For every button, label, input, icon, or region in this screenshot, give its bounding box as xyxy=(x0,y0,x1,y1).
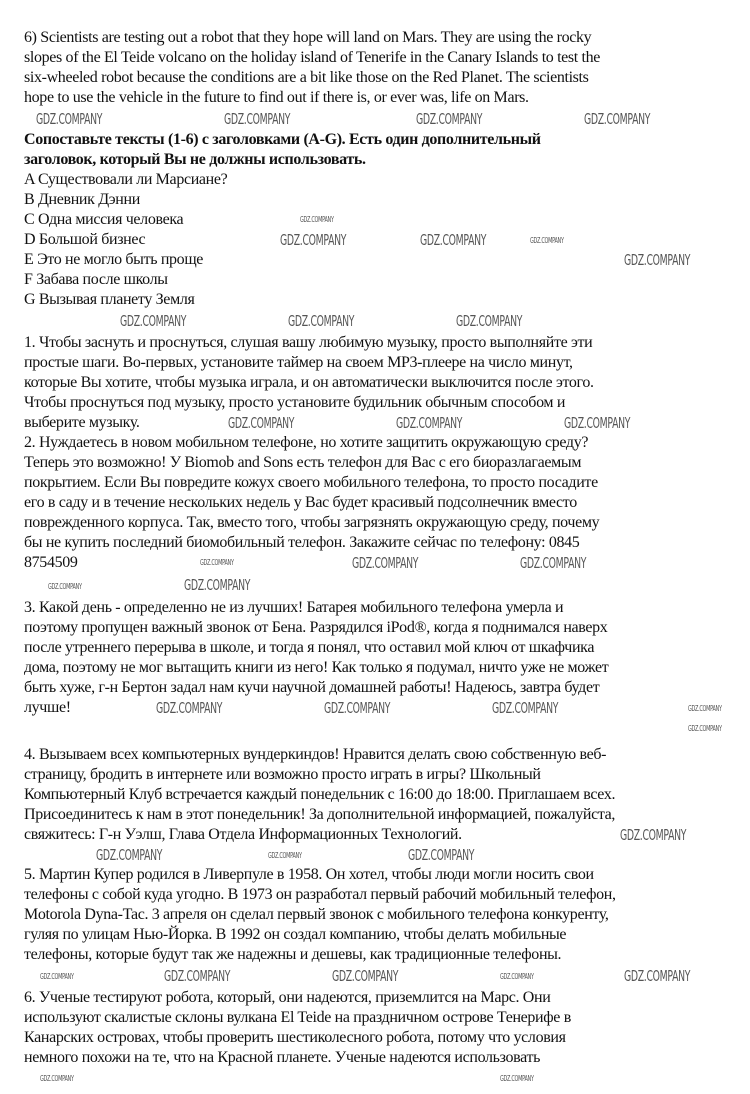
heading-option: E Это не могло быть проще xyxy=(24,251,204,268)
text-5 xyxy=(24,865,736,965)
watermark: GDZ.COMPANY xyxy=(416,110,483,128)
text-line: бы не купить последний биомобильный телефон. Закажите сейчас по телефону: 0845 xyxy=(24,534,580,551)
text-line: поврежденного корпуса. Так, вместо того, чтобы загрязнять окружающую среду, почему xyxy=(24,514,600,531)
text-line: hope to use the vehicle in the future to find out if there is, or ever was, life on Mars. xyxy=(24,89,529,106)
watermark: GDZ.COMPANY xyxy=(456,312,523,330)
text-2 xyxy=(24,433,736,573)
text-line: Motorola Dyna-Tac. 3 апреля он сделал первый звонок с мобильного телефона конкуренту, xyxy=(24,906,609,923)
watermark: GDZ.COMPANY xyxy=(164,967,231,985)
watermark: GDZ.COMPANY xyxy=(228,414,295,432)
task-instruction xyxy=(24,130,736,170)
heading-option: C Одна миссия человека xyxy=(24,211,184,228)
watermark: GDZ.COMPANY xyxy=(280,231,347,249)
watermark: GDZ.COMPANY xyxy=(324,699,391,717)
text-line: его в саду и в течение нескольких недель у Вас будет красивый подсолнечник вместо xyxy=(24,494,577,511)
english-paragraph xyxy=(24,28,736,108)
text-line: немного похожи на те, что на Красной планете. Ученые надеются использовать xyxy=(24,1049,541,1066)
watermark: GDZ.COMPANY xyxy=(420,231,487,249)
watermark: GDZ.COMPANY xyxy=(492,699,559,717)
text-line: телефоны, которые будут так же надежны и дешевы, как традиционные телефоны. xyxy=(24,946,562,963)
text-line: six-wheeled robot because the conditions are a bit like those on the Red Planet. The scientists xyxy=(24,69,589,86)
text-line: свяжитесь: Г-н Уэлш, Глава Отдела Информационных Технологий. xyxy=(24,826,462,843)
text-line: выберите музыку. xyxy=(24,414,140,431)
text-line: Чтобы проснуться под музыку, просто установите будильник обычным способом и xyxy=(24,394,566,411)
text-line: 8754509 xyxy=(24,554,78,571)
watermark: GDZ.COMPANY xyxy=(408,846,475,864)
text-line: 6. Ученые тестируют робота, который, они надеются, приземлится на Марс. Они xyxy=(24,989,551,1006)
text-line: Присоединитесь к нам в этот понедельник! За дополнительной информацией, пожалуйста, xyxy=(24,806,616,823)
text-line: страницу, бродить в интернете или возможно просто играть в игры? Школьный xyxy=(24,766,541,783)
watermark: GDZ.COMPANY xyxy=(40,972,74,981)
watermark: GDZ.COMPANY xyxy=(120,312,187,330)
watermark: GDZ.COMPANY xyxy=(200,558,234,567)
heading-option: B Дневник Дэнни xyxy=(24,191,140,208)
watermark: GDZ.COMPANY xyxy=(224,110,291,128)
text-line: 2. Нуждаетесь в новом мобильном телефоне, но хотите защитить окружающую среду? xyxy=(24,434,589,451)
text-line: простые шаги. Во-первых, установите таймер на своем MP3-плеере на число минут, xyxy=(24,354,573,371)
text-line: которые Вы хотите, чтобы музыка играла, и он автоматически выключится после этого. xyxy=(24,374,594,391)
text-line: Канарских островах, чтобы проверить шестиколесного робота, потому что условия xyxy=(24,1029,566,1046)
text-line: быть хуже, г-н Бертон задал нам кучи научной домашней работы! Надеюсь, завтра будет xyxy=(24,679,600,696)
watermark: GDZ.COMPANY xyxy=(48,582,82,591)
watermark: GDZ.COMPANY xyxy=(288,312,355,330)
watermark: GDZ.COMPANY xyxy=(156,699,223,717)
watermark: GDZ.COMPANY xyxy=(184,576,251,594)
watermark: GDZ.COMPANY xyxy=(624,251,691,269)
text-line: 3. Какой день - определенно не из лучших! Батарея мобильного телефона умерла и xyxy=(24,599,564,616)
heading-option: F Забава после школы xyxy=(24,271,168,288)
text-line: дома, поэтому не мог вытащить книги из него! Как только я подумал, ничто уже не может xyxy=(24,659,609,676)
text-line: 5. Мартин Купер родился в Ливерпуле в 1958. Он хотел, чтобы люди могли носить свои xyxy=(24,866,594,883)
watermark: GDZ.COMPANY xyxy=(40,1074,74,1083)
watermark: GDZ.COMPANY xyxy=(36,110,103,128)
text-line: гуляя по улицам Нью-Йорка. В 1992 он создал компанию, чтобы делать мобильные xyxy=(24,926,567,943)
watermark: GDZ.COMPANY xyxy=(500,1074,534,1083)
watermark: GDZ.COMPANY xyxy=(688,704,722,713)
heading-option: A Существовали ли Марсиане? xyxy=(24,171,228,188)
text-line: лучше! xyxy=(24,699,71,716)
text-line: используют скалистые склоны вулкана El Teide на праздничном острове Тенерифе в xyxy=(24,1009,571,1026)
watermark: GDZ.COMPANY xyxy=(688,724,722,733)
text-line: поэтому пропущен важный звонок от Бена. Разрядился iPod®, когда я поднимался наверх xyxy=(24,619,608,636)
text-line: покрытием. Если Вы повредите кожух своего мобильного телефона, то просто посадите xyxy=(24,474,598,491)
watermark: GDZ.COMPANY xyxy=(96,846,163,864)
text-line: slopes of the El Teide volcano on the holiday island of Tenerife in the Canary Islands to test the xyxy=(24,49,601,66)
headings-list xyxy=(24,170,736,310)
watermark: GDZ.COMPANY xyxy=(352,554,419,572)
text-line: после утреннего перерыва в школе, и тогда я понял, что оставил мой ключ от шкафчика xyxy=(24,639,595,656)
text-line: 6) Scientists are testing out a robot that they hope will land on Mars. They are using the rocky xyxy=(24,29,592,46)
watermark: GDZ.COMPANY xyxy=(624,967,691,985)
watermark: GDZ.COMPANY xyxy=(300,215,334,224)
text-line: Теперь это возможно! У Biomob and Sons есть телефон для Вас с его биоразлагаемым xyxy=(24,454,582,471)
text-6 xyxy=(24,988,736,1068)
text-line: Компьютерный Клуб встречается каждый понедельник с 16:00 до 18:00. Приглашаем всех. xyxy=(24,786,616,803)
heading-option: D Большой бизнес xyxy=(24,231,146,248)
watermark: GDZ.COMPANY xyxy=(500,972,534,981)
watermark: GDZ.COMPANY xyxy=(520,554,587,572)
watermark: GDZ.COMPANY xyxy=(584,110,651,128)
text-line: Сопоставьте тексты (1-6) с заголовками (A-G). Есть один дополнительный xyxy=(24,131,541,148)
watermark: GDZ.COMPANY xyxy=(620,826,687,844)
text-line: 4. Вызываем всех компьютерных вундеркиндов! Нравится делать свою собственную веб- xyxy=(24,746,607,763)
text-line: заголовок, который Вы не должны использовать. xyxy=(24,151,366,168)
watermark: GDZ.COMPANY xyxy=(396,414,463,432)
watermark: GDZ.COMPANY xyxy=(564,414,631,432)
watermark: GDZ.COMPANY xyxy=(268,851,302,860)
watermark: GDZ.COMPANY xyxy=(530,236,564,245)
watermark: GDZ.COMPANY xyxy=(332,967,399,985)
text-line: телефоны с собой куда угодно. В 1973 он разработал первый рабочий мобильный телефон, xyxy=(24,886,616,903)
text-line: 1. Чтобы заснуть и проснуться, слушая вашу любимую музыку, просто выполняйте эти xyxy=(24,334,593,351)
heading-option: G Вызывая планету Земля xyxy=(24,291,195,308)
